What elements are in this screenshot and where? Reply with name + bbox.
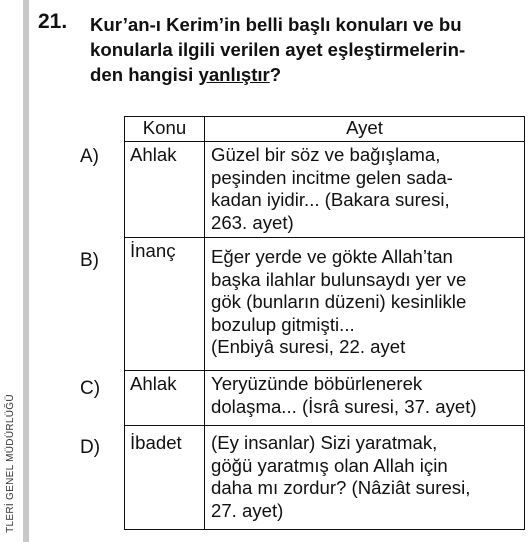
answer-table (124, 116, 525, 530)
ayet-line: Eğer yerde ve gökte Allah’tan (211, 246, 453, 267)
question-line-1: Kur’an-ı Kerim’in belli başlı konuları ve bu (90, 14, 462, 35)
ayet-line: başka ilahlar bulunsaydı yer ve (211, 268, 467, 290)
ayet-line: Yeryüzünde böbürlenerek (211, 373, 423, 394)
row-d-konu: İbadet (125, 426, 205, 530)
row-a-konu: Ahlak (125, 142, 205, 238)
margin-label (0, 384, 20, 542)
header-ayet: Ayet (205, 117, 525, 142)
ayet-line: Güzel bir söz ve bağışlama, (211, 144, 441, 165)
header-konu: Konu (125, 117, 205, 142)
option-d-letter[interactable]: D) (80, 437, 101, 458)
ayet-line: 263. ayet) (211, 211, 294, 233)
row-d-ayet (205, 426, 525, 530)
row-b-ayet (205, 238, 525, 371)
option-c-letter[interactable]: C) (80, 378, 101, 399)
option-a-letter[interactable]: A) (80, 146, 99, 167)
question-line-3 (90, 62, 520, 87)
table-row (125, 142, 525, 238)
table-row (125, 371, 525, 426)
question-line-2: konularla ilgili verilen ayet eşleştirmelerin- (90, 39, 466, 60)
table-row (125, 426, 525, 530)
ayet-line: dolaşma... (İsrâ suresi, 37. ayet) (211, 395, 477, 417)
margin-bar (23, 0, 29, 542)
row-b-konu: İnanç (125, 238, 205, 371)
ayet-line: 27. ayet) (211, 499, 284, 521)
ayet-line: kadan iyidir... (Bakara suresi, (211, 189, 450, 210)
ayet-line: göğü yaratmış olan Allah için (211, 454, 448, 476)
question-keyword: yanlıştır (198, 64, 270, 85)
margin-label-text: TLERİ GENEL MÜDÜRLÜĞÜ (4, 393, 16, 533)
table-header-row (125, 117, 525, 142)
question-line-3-prefix: den hangisi (90, 64, 199, 85)
ayet-line: gök (bunların düzeni) kesinlikle (211, 291, 467, 312)
row-c-konu: Ahlak (125, 371, 205, 426)
row-a-ayet (205, 142, 525, 238)
question-number: 21. (38, 10, 68, 33)
ayet-line: bozulup gitmişti... (211, 313, 355, 335)
option-b-letter[interactable]: B) (80, 250, 99, 271)
ayet-line: (Enbiyâ suresi, 22. ayet (211, 336, 406, 357)
ayet-line: peşinden incitme gelen sada- (211, 166, 453, 188)
ayet-line: (Ey insanlar) Sizi yaratmak, (211, 432, 438, 453)
table-row (125, 238, 525, 371)
row-c-ayet (205, 371, 525, 426)
ayet-line: daha mı zordur? (Nâziât suresi, (211, 477, 471, 498)
question-text (90, 12, 520, 87)
question-line-3-suffix: ? (269, 64, 282, 85)
